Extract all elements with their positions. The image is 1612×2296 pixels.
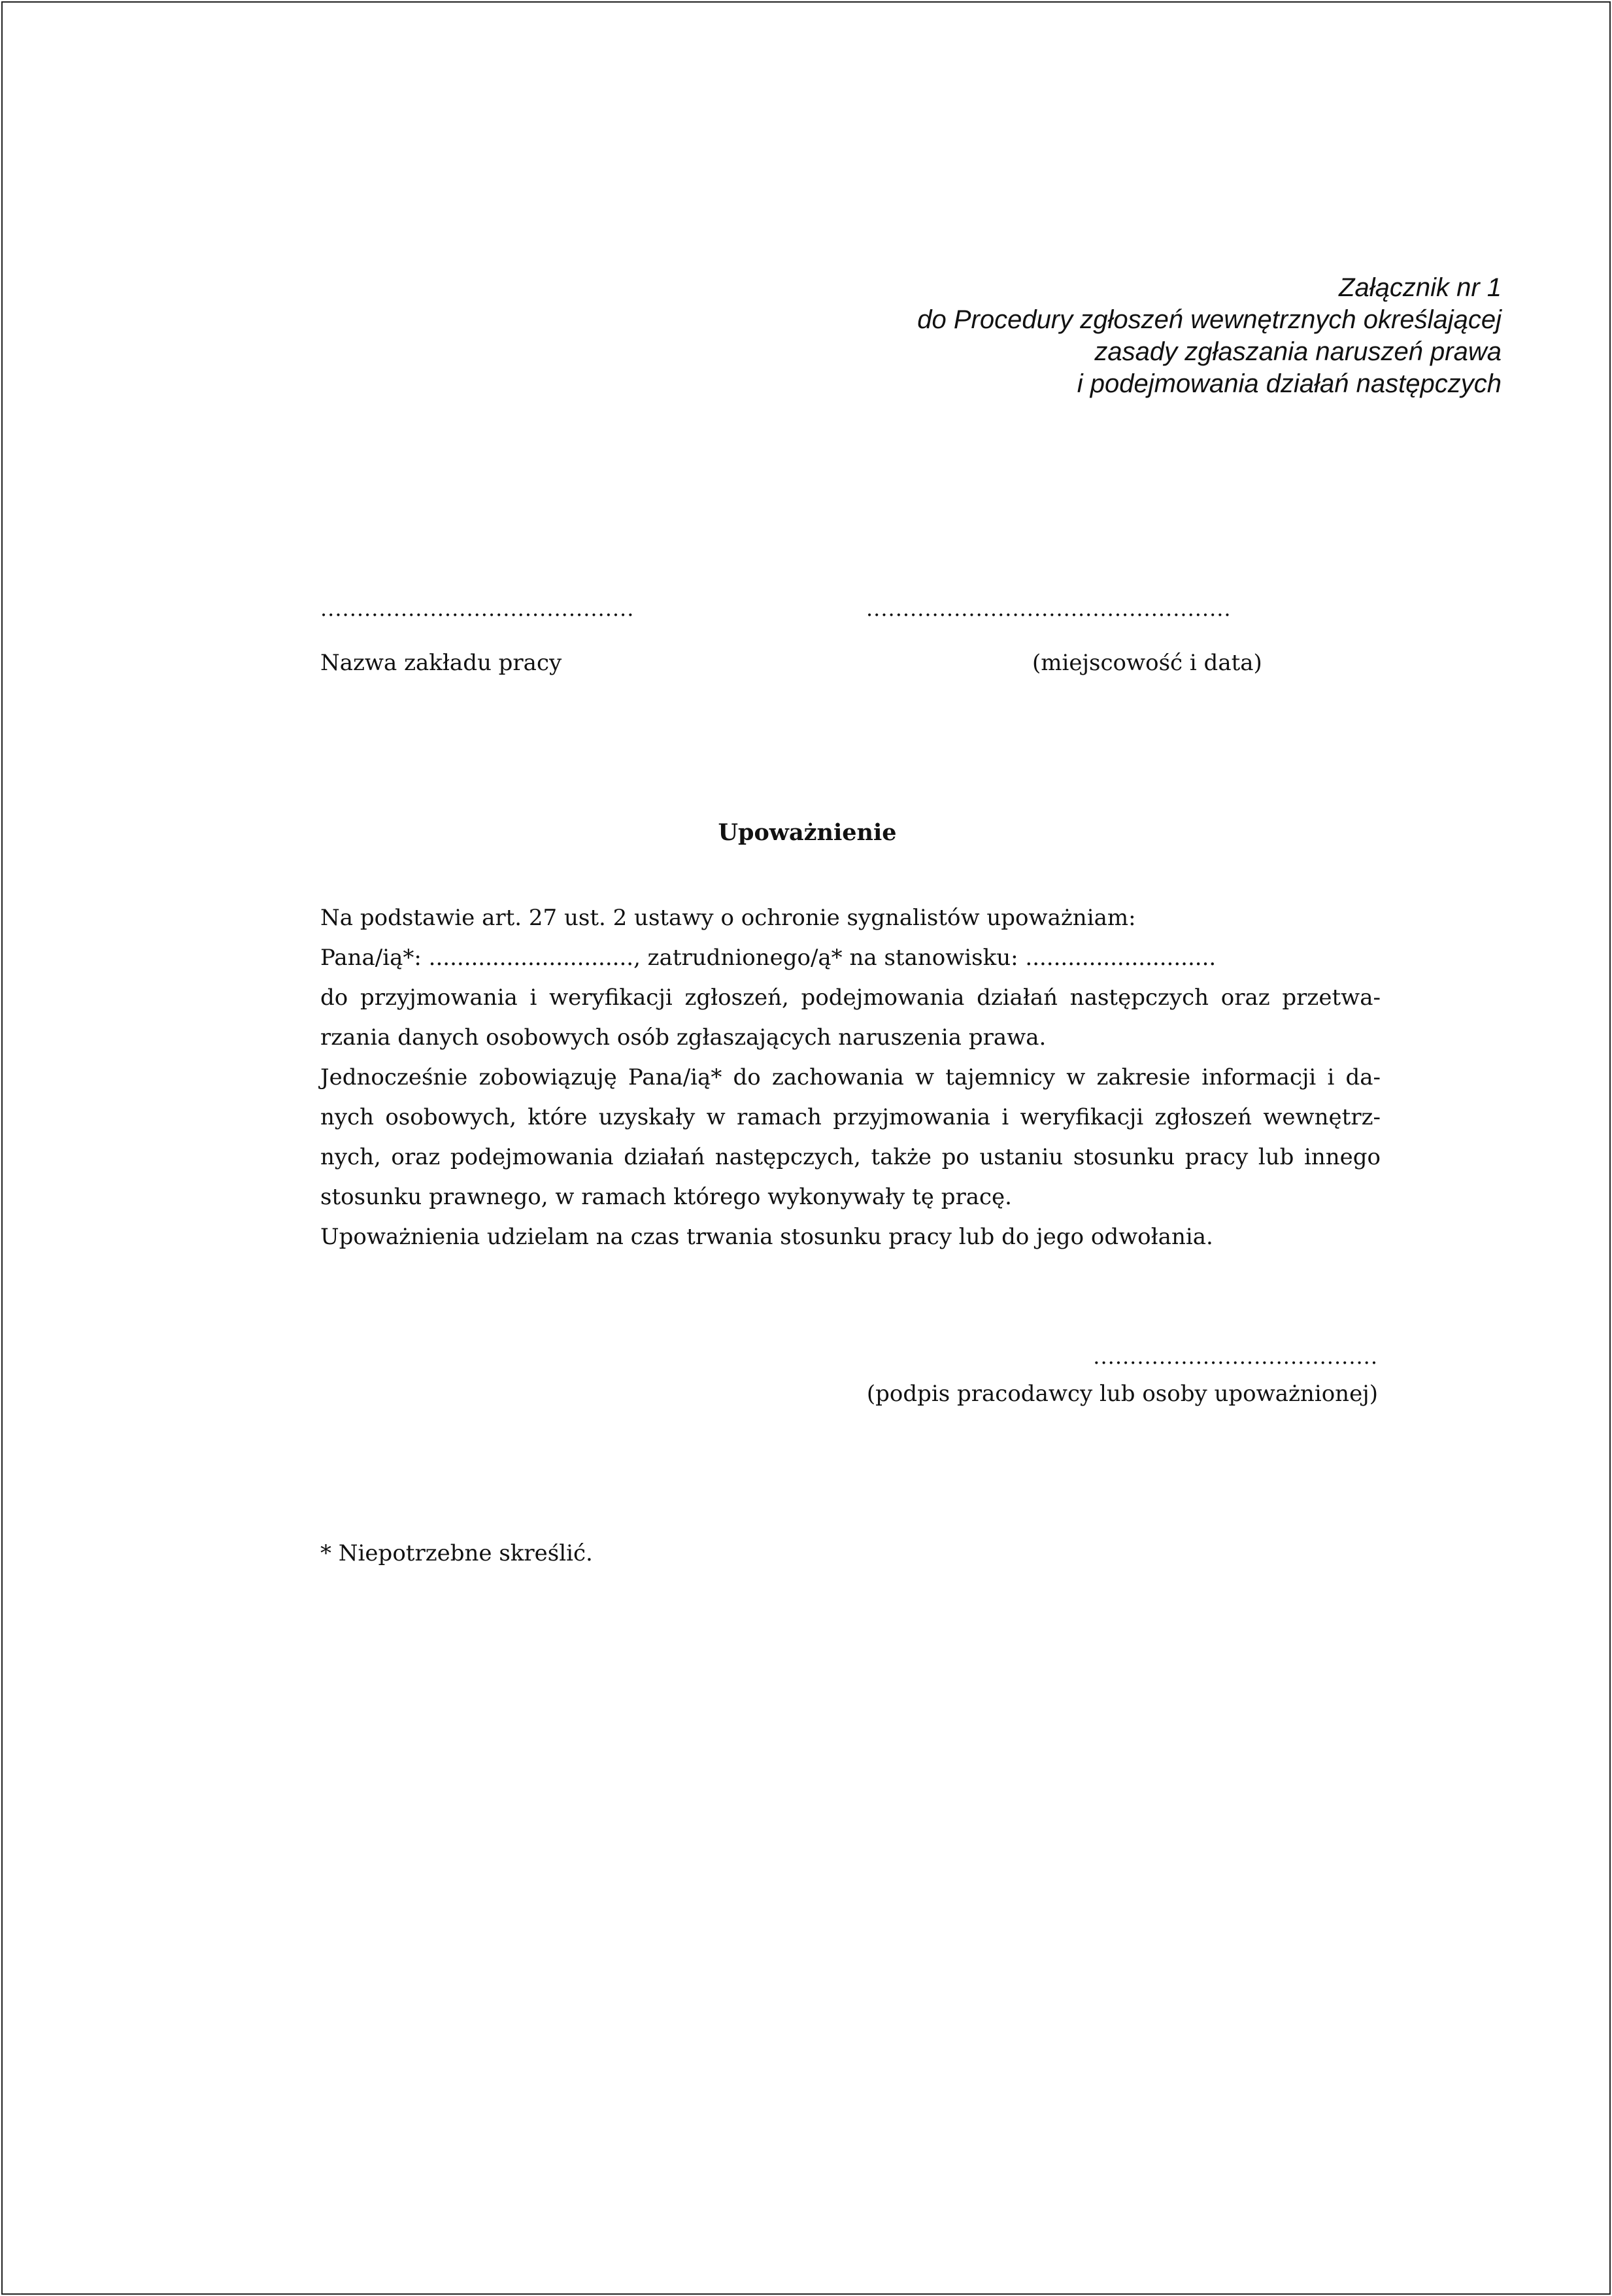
annex-line-1: Załącznik nr 1: [1339, 273, 1502, 302]
body-confidentiality-line-1: Jednocześnie zobowiązuję Pana/ią* do zachowania w tajemnicy w zakresie informacji i da-: [320, 1064, 1381, 1090]
place-date-field: ..................................................: [866, 596, 1232, 621]
document-page: [1, 1, 1611, 2295]
body-confidentiality-line-2: nych osobowych, które uzyskały w ramach przyjmowania i weryfikacji zgłoszeń wewnętrz-: [320, 1104, 1381, 1130]
footnote: * Niepotrzebne skreślić.: [320, 1540, 593, 1566]
document-title: Upoważnienie: [718, 819, 897, 846]
body-paragraph-duration: Upoważnienia udzielam na czas trwania stosunku pracy lub do jego odwołania.: [320, 1224, 1213, 1250]
body-scope-line-1: do przyjmowania i weryfikacji zgłoszeń, podejmowania działań następczych oraz przetwa-: [320, 985, 1381, 1011]
body-confidentiality-line-3: nych, oraz podejmowania działań następczych, także po ustaniu stosunku pracy lub innego: [320, 1144, 1381, 1170]
body-paragraph-person: Pana/ią*: ............................., zatrudnionego/ą* na stanowisku: ...........................: [320, 945, 1217, 971]
document-body: [320, 898, 1381, 1257]
annex-line-3: zasady zgłaszania naruszeń prawa: [1094, 337, 1502, 366]
place-date-label: (miejscowość i data): [1032, 650, 1262, 676]
employer-name-label: Nazwa zakładu pracy: [320, 650, 562, 676]
employer-name-field: ...........................................: [320, 596, 635, 621]
signature-label: (podpis pracodawcy lub osoby upoważnionej): [866, 1381, 1378, 1407]
annex-line-2: do Procedury zgłoszeń wewnętrznych określającej: [917, 305, 1502, 334]
signature-field: .......................................: [1093, 1344, 1378, 1369]
body-confidentiality-line-4: stosunku prawnego, w ramach którego wykonywały tę pracę.: [320, 1184, 1012, 1210]
annex-header: [917, 272, 1502, 400]
annex-line-4: i podejmowania działań następczych: [1077, 369, 1502, 398]
body-scope-line-2: rzania danych osobowych osób zgłaszających naruszenia prawa.: [320, 1024, 1047, 1051]
body-paragraph-legal-basis: Na podstawie art. 27 ust. 2 ustawy o ochronie sygnalistów upoważniam:: [320, 905, 1136, 931]
